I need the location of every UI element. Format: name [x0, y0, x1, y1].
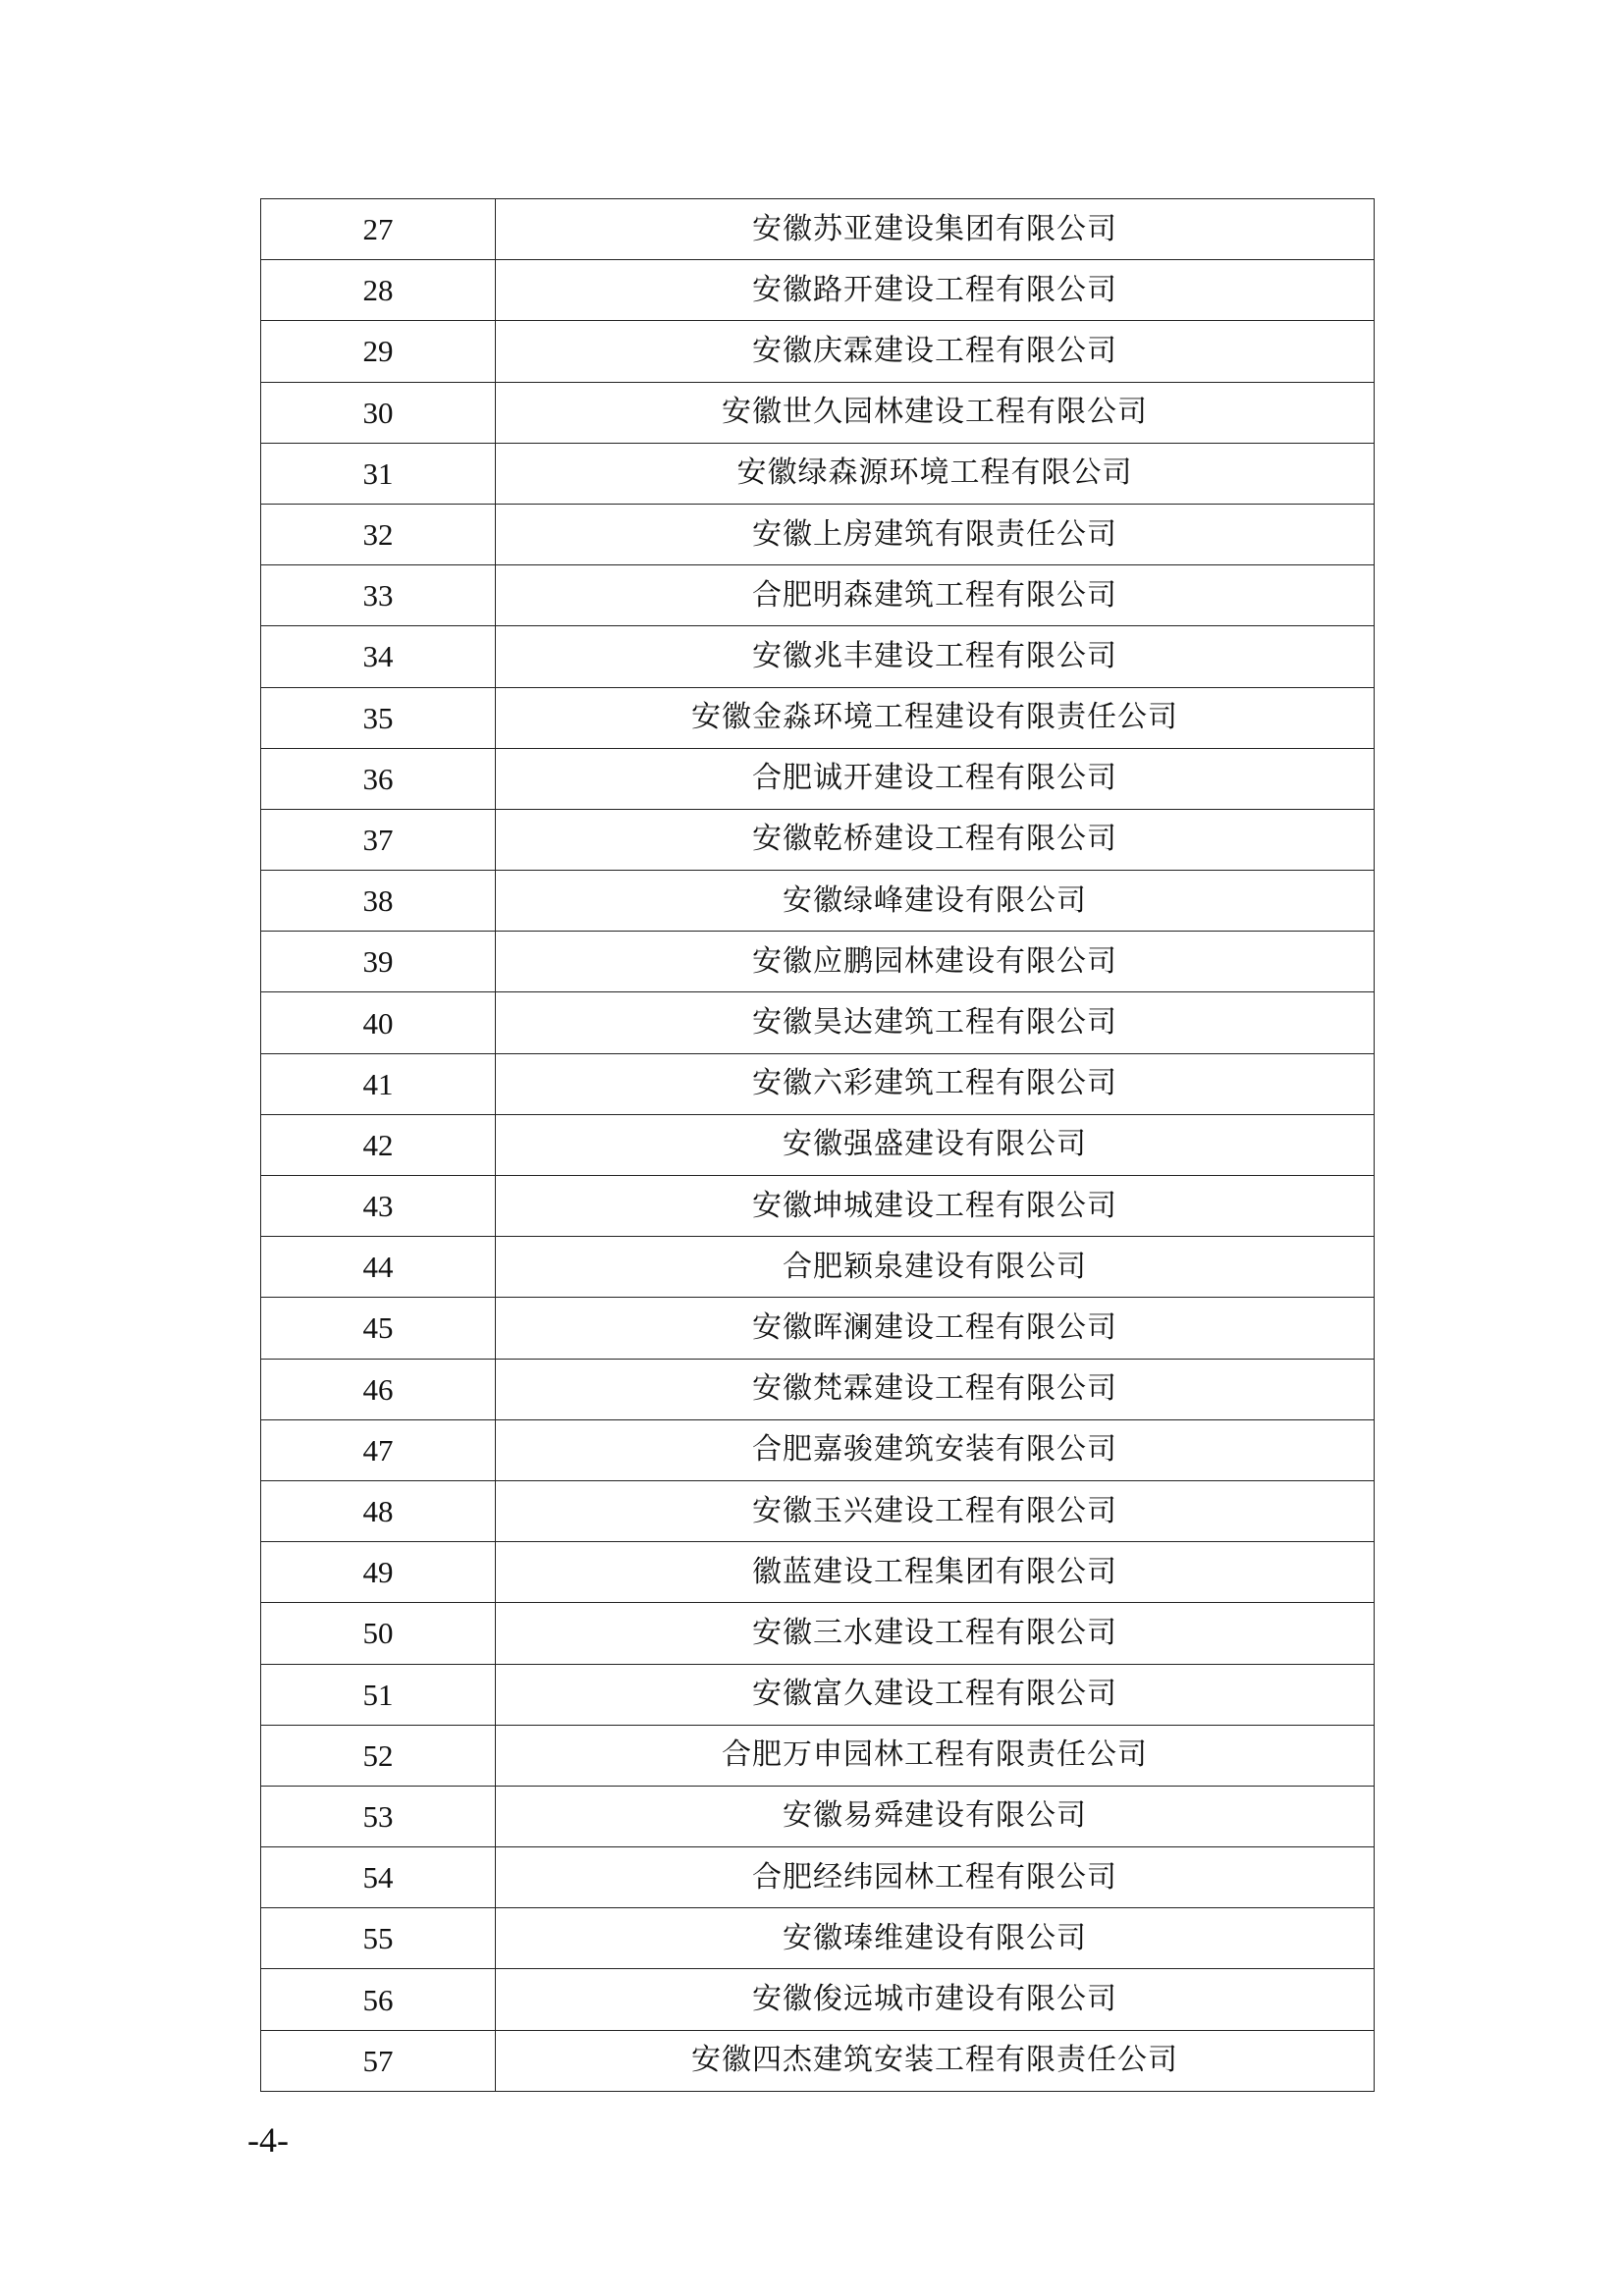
row-number-cell: 35	[261, 687, 496, 748]
table-row	[261, 260, 1375, 321]
company-name-cell: 安徽强盛建设有限公司	[496, 1114, 1375, 1175]
page-number: -4-	[247, 2120, 289, 2160]
row-number-cell: 53	[261, 1786, 496, 1846]
table-row	[261, 1847, 1375, 1908]
row-number-cell: 40	[261, 992, 496, 1053]
row-number-cell: 36	[261, 748, 496, 809]
table-row	[261, 1969, 1375, 2030]
table-row	[261, 1664, 1375, 1725]
company-name-cell: 合肥嘉骏建筑安装有限公司	[496, 1419, 1375, 1480]
table-row	[261, 809, 1375, 870]
table-row	[261, 1359, 1375, 1419]
company-name-cell: 安徽乾桥建设工程有限公司	[496, 809, 1375, 870]
company-name-cell: 安徽富久建设工程有限公司	[496, 1664, 1375, 1725]
table-row	[261, 626, 1375, 687]
company-name-cell: 徽蓝建设工程集团有限公司	[496, 1542, 1375, 1603]
company-list-table	[260, 198, 1375, 2092]
table-row	[261, 1114, 1375, 1175]
table-row	[261, 1053, 1375, 1114]
row-number-cell: 49	[261, 1542, 496, 1603]
table-row	[261, 565, 1375, 626]
table-row	[261, 1237, 1375, 1298]
table-row	[261, 1603, 1375, 1664]
row-number-cell: 41	[261, 1053, 496, 1114]
row-number-cell: 48	[261, 1480, 496, 1541]
table-row	[261, 687, 1375, 748]
table-row	[261, 504, 1375, 564]
table-row	[261, 1419, 1375, 1480]
company-name-cell: 合肥万申园林工程有限责任公司	[496, 1725, 1375, 1786]
row-number-cell: 28	[261, 260, 496, 321]
row-number-cell: 30	[261, 382, 496, 443]
table-row	[261, 199, 1375, 260]
table-row	[261, 1298, 1375, 1359]
company-name-cell: 安徽上房建筑有限责任公司	[496, 504, 1375, 564]
row-number-cell: 52	[261, 1725, 496, 1786]
company-name-cell: 安徽苏亚建设集团有限公司	[496, 199, 1375, 260]
table-row	[261, 321, 1375, 382]
table-row	[261, 1786, 1375, 1846]
table-row	[261, 2030, 1375, 2091]
company-name-cell: 安徽玉兴建设工程有限公司	[496, 1480, 1375, 1541]
table-row	[261, 1908, 1375, 1969]
row-number-cell: 31	[261, 443, 496, 504]
company-name-cell: 安徽昊达建筑工程有限公司	[496, 992, 1375, 1053]
row-number-cell: 27	[261, 199, 496, 260]
company-name-cell: 安徽易舜建设有限公司	[496, 1786, 1375, 1846]
company-name-cell: 安徽俊远城市建设有限公司	[496, 1969, 1375, 2030]
table-row	[261, 1480, 1375, 1541]
company-name-cell: 安徽庆霖建设工程有限公司	[496, 321, 1375, 382]
table-row	[261, 1542, 1375, 1603]
row-number-cell: 45	[261, 1298, 496, 1359]
company-name-cell: 安徽四杰建筑安装工程有限责任公司	[496, 2030, 1375, 2091]
row-number-cell: 44	[261, 1237, 496, 1298]
company-name-cell: 安徽金淼环境工程建设有限责任公司	[496, 687, 1375, 748]
company-name-cell: 合肥明森建筑工程有限公司	[496, 565, 1375, 626]
row-number-cell: 33	[261, 565, 496, 626]
table-row	[261, 992, 1375, 1053]
company-name-cell: 安徽瑧维建设有限公司	[496, 1908, 1375, 1969]
row-number-cell: 42	[261, 1114, 496, 1175]
row-number-cell: 38	[261, 871, 496, 932]
row-number-cell: 57	[261, 2030, 496, 2091]
table-row	[261, 382, 1375, 443]
row-number-cell: 50	[261, 1603, 496, 1664]
company-name-cell: 安徽兆丰建设工程有限公司	[496, 626, 1375, 687]
company-name-cell: 安徽六彩建筑工程有限公司	[496, 1053, 1375, 1114]
company-name-cell: 安徽晖澜建设工程有限公司	[496, 1298, 1375, 1359]
table-row	[261, 932, 1375, 992]
row-number-cell: 55	[261, 1908, 496, 1969]
company-name-cell: 安徽坤城建设工程有限公司	[496, 1176, 1375, 1237]
company-name-cell: 安徽路开建设工程有限公司	[496, 260, 1375, 321]
row-number-cell: 56	[261, 1969, 496, 2030]
row-number-cell: 54	[261, 1847, 496, 1908]
company-name-cell: 合肥经纬园林工程有限公司	[496, 1847, 1375, 1908]
row-number-cell: 46	[261, 1359, 496, 1419]
company-name-cell: 安徽梵霖建设工程有限公司	[496, 1359, 1375, 1419]
row-number-cell: 29	[261, 321, 496, 382]
table-row	[261, 1725, 1375, 1786]
row-number-cell: 37	[261, 809, 496, 870]
company-name-cell: 安徽世久园林建设工程有限公司	[496, 382, 1375, 443]
company-name-cell: 安徽绿森源环境工程有限公司	[496, 443, 1375, 504]
table-row	[261, 443, 1375, 504]
company-name-cell: 安徽三水建设工程有限公司	[496, 1603, 1375, 1664]
table-row	[261, 1176, 1375, 1237]
row-number-cell: 47	[261, 1419, 496, 1480]
row-number-cell: 51	[261, 1664, 496, 1725]
row-number-cell: 34	[261, 626, 496, 687]
table-row	[261, 748, 1375, 809]
company-name-cell: 安徽绿峰建设有限公司	[496, 871, 1375, 932]
company-name-cell: 合肥诚开建设工程有限公司	[496, 748, 1375, 809]
company-name-cell: 安徽应鹏园林建设有限公司	[496, 932, 1375, 992]
company-name-cell: 合肥颖泉建设有限公司	[496, 1237, 1375, 1298]
row-number-cell: 39	[261, 932, 496, 992]
table-body	[261, 199, 1375, 2092]
row-number-cell: 43	[261, 1176, 496, 1237]
table-row	[261, 871, 1375, 932]
row-number-cell: 32	[261, 504, 496, 564]
